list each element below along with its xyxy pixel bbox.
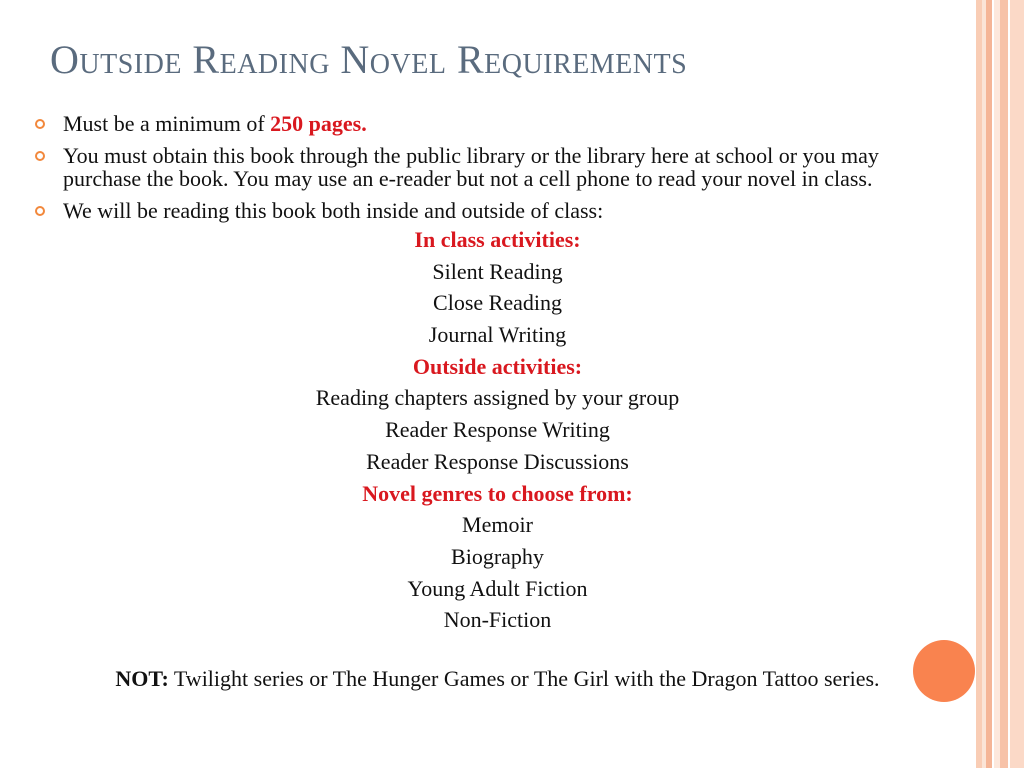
- bullet-circle-icon: [35, 151, 45, 161]
- list-item: Biography: [451, 543, 544, 569]
- list-item: Non-Fiction: [443, 607, 552, 633]
- list-item: Reader Response Writing: [385, 417, 610, 443]
- slide-title: Outside Reading Novel Requirements: [50, 37, 688, 82]
- slide-body: [0, 112, 1000, 636]
- section-heading: In class activities:: [414, 227, 581, 252]
- section-heading: Novel genres to choose from:: [362, 480, 633, 506]
- section-heading: Outside activities:: [412, 353, 583, 379]
- bullet-item: [63, 112, 923, 135]
- list-item: Journal Writing: [428, 322, 567, 348]
- note-text: Twilight series or The Hunger Games or The Girl with the Dragon Tattoo series.: [168, 666, 880, 691]
- list-item: Close Reading: [433, 290, 562, 316]
- list-item: Reading chapters assigned by your group: [315, 385, 680, 411]
- bullet-item: [63, 144, 923, 190]
- activity-list: [0, 224, 995, 636]
- bullet-text: You must obtain this book through the public library or the library here at school or you may purchase the book. You may use an e-reader but not a cell phone to read your novel in class.: [63, 143, 879, 191]
- list-item: Memoir: [462, 512, 533, 538]
- bullet-text: We will be reading this book both inside and outside of class:: [63, 198, 604, 223]
- list-item: Young Adult Fiction: [407, 575, 588, 601]
- bullet-circle-icon: [35, 206, 45, 216]
- bullet-text: Must be a minimum of: [63, 111, 271, 136]
- exclusion-note: [45, 667, 950, 690]
- bullet-item: [63, 199, 923, 222]
- note-label: NOT:: [115, 666, 169, 691]
- list-item: Silent Reading: [432, 258, 563, 284]
- bullet-circle-icon: [35, 119, 45, 129]
- bullet-highlight: 250 pages.: [270, 111, 367, 136]
- list-item: Reader Response Discussions: [366, 448, 629, 474]
- stripe-divider: [1008, 0, 1010, 768]
- decorative-stripe: [1010, 0, 1024, 768]
